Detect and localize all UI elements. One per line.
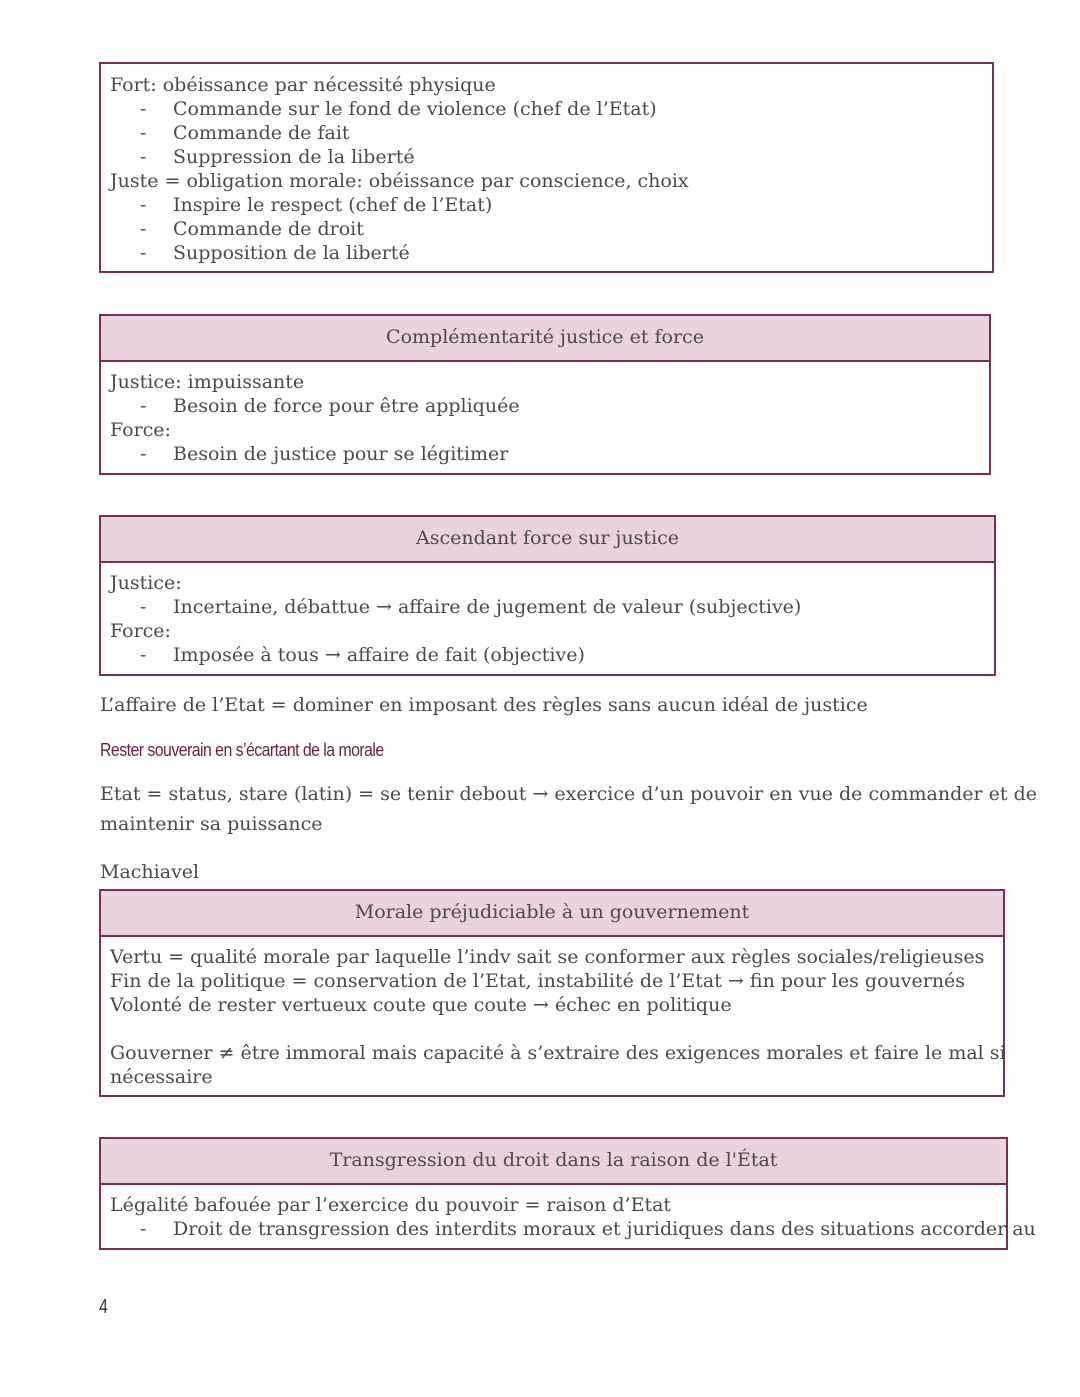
text-line: maintenir sa puissance	[100, 813, 323, 835]
box-body	[101, 1185, 1036, 1247]
box-body	[101, 362, 989, 472]
box-ascendant	[99, 515, 996, 676]
list-item-text: Commande de fait	[173, 122, 350, 144]
list-item-text: Inspire le respect (chef de l’Etat)	[173, 194, 493, 216]
text-line: Force:	[110, 419, 171, 441]
text-line: Légalité bafouée par l’exercice du pouvoir = raison d’Etat	[110, 1194, 672, 1216]
page-number: 4	[99, 1296, 108, 1318]
text-line: Etat = status, stare (latin) = se tenir debout → exercice d’un pouvoir en vue de commander et de	[100, 783, 1037, 805]
text-line: Fin de la politique = conservation de l’Etat, instabilité de l’Etat → fin pour les gouvernés	[110, 970, 966, 992]
text-line: Vertu = qualité morale par laquelle l’indv sait se conformer aux règles sociales/religieuses	[110, 946, 985, 968]
box-title: Complémentarité justice et force	[101, 316, 989, 362]
author-label: Machiavel	[100, 861, 200, 883]
text-line: Fort: obéissance par nécessité physique	[110, 74, 496, 96]
list-item: - Droit de transgression des interdits moraux et juridiques dans des situations accorder au	[140, 1218, 1036, 1240]
box-morale	[99, 889, 1005, 1097]
list-item: - Commande de droit	[140, 218, 364, 240]
list-item: - Imposée à tous → affaire de fait (objective)	[140, 644, 585, 666]
paragraph-etat-affaire: L’affaire de l’Etat = dominer en imposant des règles sans aucun idéal de justice	[100, 694, 868, 716]
text-line: Justice:	[110, 572, 182, 594]
box-force-juste	[99, 62, 994, 273]
list-item: - Commande de fait	[140, 122, 350, 144]
section-heading: Rester souverain en s’écartant de la morale	[100, 740, 384, 760]
list-item-text: Incertaine, débattue → affaire de jugement de valeur (subjective)	[173, 596, 802, 618]
list-item: - Supposition de la liberté	[140, 242, 410, 264]
list-item-text: Suppression de la liberté	[173, 146, 415, 168]
box-title: Ascendant force sur justice	[101, 517, 994, 563]
text-line: Gouverner ≠ être immoral mais capacité à s’extraire des exigences morales et faire le mal si	[110, 1042, 1006, 1064]
spacer	[110, 1017, 995, 1041]
text-line: Volonté de rester vertueux coute que coute → échec en politique	[110, 994, 732, 1016]
list-item-text: Commande de droit	[173, 218, 364, 240]
text-line: Juste = obligation morale: obéissance par conscience, choix	[110, 170, 689, 192]
list-item-text: Supposition de la liberté	[173, 242, 410, 264]
list-item-text: Droit de transgression des interdits moraux et juridiques dans des situations accorder au	[173, 1218, 1036, 1240]
list-item-text: Commande sur le fond de violence (chef de l’Etat)	[173, 98, 657, 120]
list-item: - Suppression de la liberté	[140, 146, 415, 168]
list-item: - Inspire le respect (chef de l’Etat)	[140, 194, 493, 216]
box-complementarite	[99, 314, 991, 475]
box-body	[101, 563, 994, 673]
list-item: - Commande sur le fond de violence (chef de l’Etat)	[140, 98, 657, 120]
paragraph-etat-definition	[100, 779, 1037, 839]
box-body	[101, 937, 1006, 1095]
list-item: - Besoin de justice pour se légitimer	[140, 443, 509, 465]
text-line: Justice: impuissante	[110, 371, 305, 393]
text-line: nécessaire	[110, 1066, 213, 1088]
list-item: - Besoin de force pour être appliquée	[140, 395, 520, 417]
text-line: Force:	[110, 620, 171, 642]
box-body	[101, 64, 992, 271]
box-title: Morale préjudiciable à un gouvernement	[101, 891, 1003, 937]
box-title: Transgression du droit dans la raison de l'État	[101, 1139, 1006, 1185]
list-item-text: Besoin de justice pour se légitimer	[173, 443, 509, 465]
list-item-text: Imposée à tous → affaire de fait (objective)	[173, 644, 585, 666]
list-item: - Incertaine, débattue → affaire de jugement de valeur (subjective)	[140, 596, 802, 618]
box-transgression	[99, 1137, 1036, 1250]
list-item-text: Besoin de force pour être appliquée	[173, 395, 520, 417]
